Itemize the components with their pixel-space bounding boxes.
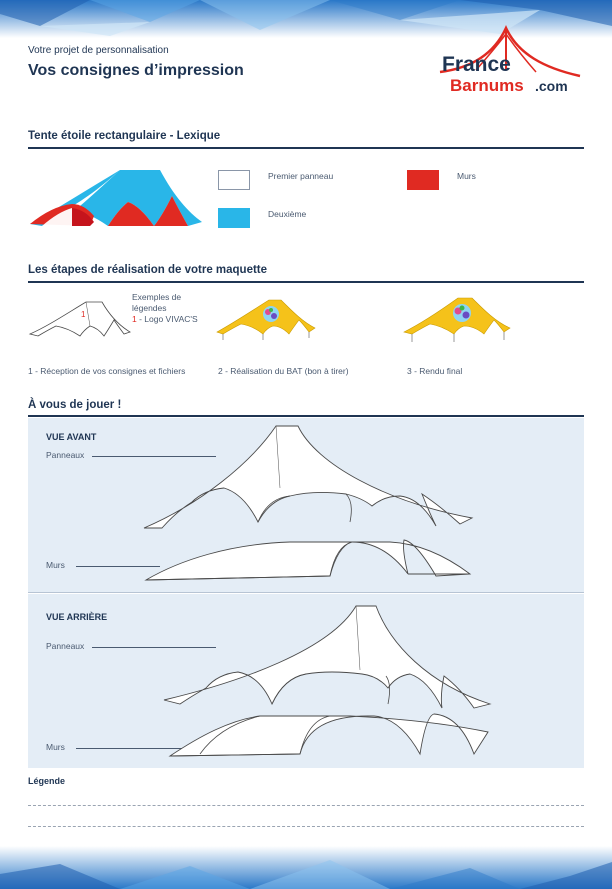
legend-murs: Murs [457,171,476,181]
logo-text-barnums: Barnums [450,76,524,95]
etapes-divider [28,281,584,283]
vue-arriere-label: VUE ARRIÈRE [46,612,108,622]
vue-arriere-tent-drawing[interactable] [160,604,496,762]
example-note-line2: légendes [132,303,167,313]
example-note-text: - Logo VIVAC'S [136,314,198,324]
example-note-number: 1 [132,314,137,324]
legend-deuxieme: Deuxième [268,209,307,219]
vue-avant-murs-label: Murs [46,560,65,570]
step3-final-tent [402,296,512,344]
swatch-deuxieme [218,208,250,228]
lexique-tent-illustration [28,168,204,232]
legende-title: Légende [28,776,66,786]
panel-separator [28,592,584,593]
bottom-banner-decoration [0,846,612,889]
vue-avant-panneaux-label: Panneaux [46,450,85,460]
a-vous-divider [28,415,584,417]
logo-text-france: France [442,53,511,76]
vue-avant-label: VUE AVANT [46,432,97,442]
swatch-premier-panneau [218,170,250,190]
example-note-line3 [132,314,212,325]
lexique-divider [28,147,584,149]
a-vous-section-title: À vous de jouer ! [28,399,122,411]
step1-sketch-tent [28,300,132,340]
step1-example-note [132,292,212,325]
legende-line-1[interactable] [28,805,584,806]
step3-label: 3 - Rendu final [407,366,463,376]
france-barnums-logo [432,24,588,98]
step2-label: 2 - Réalisation du BAT (bon à tirer) [218,366,349,376]
vue-arriere-murs-label: Murs [46,742,65,752]
step2-bat-tent [215,298,319,342]
example-note-line1: Exemples de [132,292,182,302]
step1-label: 1 - Réception de vos consignes et fichiers [28,366,186,376]
vue-avant-tent-drawing[interactable] [140,424,476,584]
page-title: Vos consignes d’impression [28,62,244,79]
swatch-murs [407,170,439,190]
header-subtitle: Votre projet de personnalisation [28,45,169,56]
lexique-section-title: Tente étoile rectangulaire - Lexique [28,130,221,142]
logo-text-suffix: .com [535,78,568,94]
vue-arriere-panneaux-label: Panneaux [46,641,85,651]
etapes-section-title: Les étapes de réalisation de votre maquette [28,264,268,276]
step1-tent-number: 1 [81,310,86,319]
legende-line-2[interactable] [28,826,584,827]
legend-premier-panneau: Premier panneau [268,171,334,181]
